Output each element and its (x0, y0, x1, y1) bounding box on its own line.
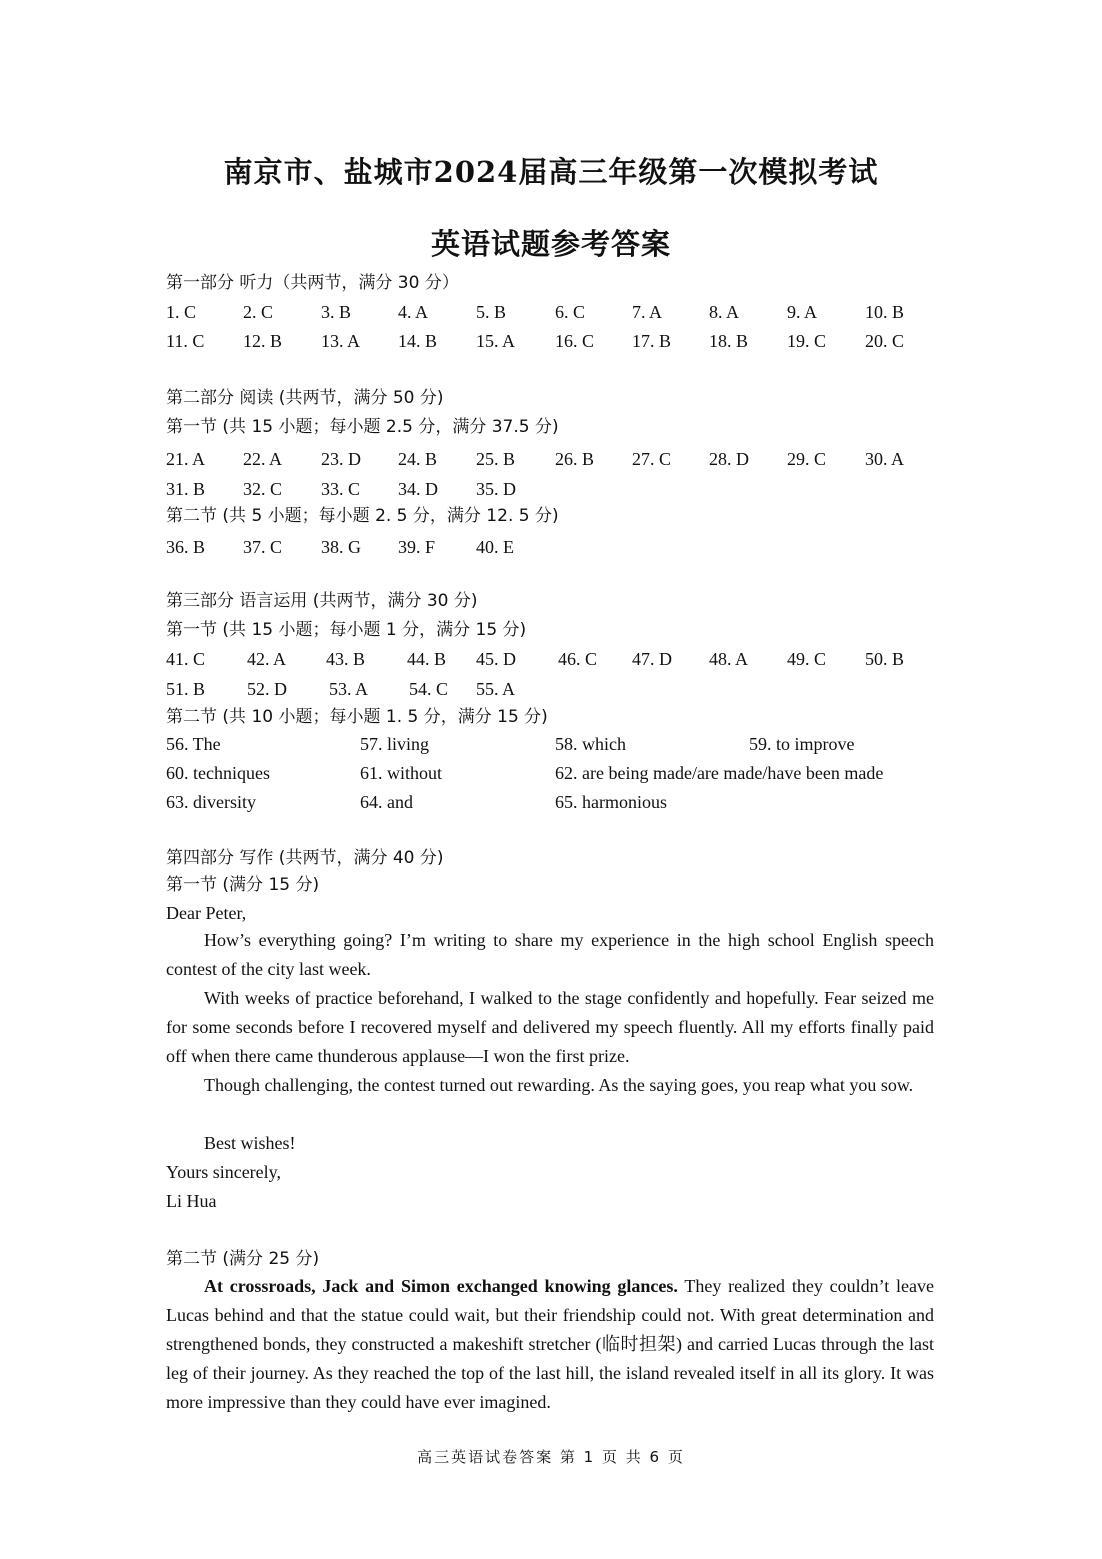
answer: 13. A (321, 331, 361, 351)
part3-section2-heading: 第二节 (共 10 小题；每小题 1. 5 分，满分 15 分) (166, 707, 548, 727)
part1-heading: 第一部分 听力（共两节，满分 30 分） (166, 273, 459, 293)
answer: 15. A (476, 331, 516, 351)
continuation-body: They realized they couldn’t leave Lucas behind and that the statue could wait, but their friendship could not. With great determination and strengthened bonds, they constructed a makeshift stretcher (临时担架) and carried Lucas through the last leg of their journey. As they reached the top of the last hill, the island revealed itself in all its glory. It was more impressive than they could have ever imagined. (166, 1276, 935, 1412)
answer: 7. A (632, 302, 663, 322)
answer: 32. C (243, 479, 283, 499)
letter-greeting: Dear Peter, (166, 903, 247, 923)
answer: 50. B (865, 649, 905, 669)
answer: 24. B (398, 449, 438, 469)
letter-paragraph-3: Though challenging, the contest turned out rewarding. As the saying goes, you reap what you sow. (204, 1075, 914, 1095)
answer: 38. G (321, 537, 361, 557)
part4-section1-heading: 第一节 (满分 15 分) (166, 875, 320, 895)
answer: 48. A (709, 649, 749, 669)
answer: 65. harmonious (555, 792, 667, 812)
answer: 56. The (166, 734, 221, 754)
answer: 46. C (558, 649, 598, 669)
answer: 21. A (166, 449, 206, 469)
answer: 60. techniques (166, 763, 270, 783)
part2-section2-heading: 第二节 (共 5 小题；每小题 2. 5 分，满分 12. 5 分) (166, 506, 559, 526)
continuation-opening-sentence: At crossroads, Jack and Simon exchanged knowing glances. (204, 1276, 678, 1296)
answer: 55. A (476, 679, 516, 699)
answer: 18. B (709, 331, 749, 351)
letter-signature: Li Hua (166, 1191, 217, 1211)
part3-heading: 第三部分 语言运用 (共两节，满分 30 分) (166, 591, 478, 611)
answer: 3. B (321, 302, 352, 322)
answer: 39. F (398, 537, 436, 557)
part3-section1-heading: 第一节 (共 15 小题；每小题 1 分，满分 15 分) (166, 620, 527, 640)
part4-heading: 第四部分 写作 (共两节，满分 40 分) (166, 848, 444, 868)
answer: 57. living (360, 734, 430, 754)
answer: 5. B (476, 302, 507, 322)
letter-paragraph-1: How’s everything going? I’m writing to share my experience in the high school English speech contest of the city last week. (166, 930, 934, 979)
answer: 40. E (476, 537, 514, 557)
answer: 20. C (865, 331, 905, 351)
exam-subtitle: 英语试题参考答案 (430, 227, 671, 261)
page-footer: 高三英语试卷答案 第 1 页 共 6 页 (417, 1448, 685, 1466)
answer: 44. B (407, 649, 447, 669)
answer: 30. A (865, 449, 905, 469)
answer: 34. D (398, 479, 438, 499)
answer: 52. D (247, 679, 287, 699)
answer: 37. C (243, 537, 283, 557)
answer: 25. B (476, 449, 516, 469)
exam-title: 南京市、盐城市2024届高三年级第一次模拟考试 (223, 155, 879, 189)
answer: 35. D (476, 479, 516, 499)
answer: 1. C (166, 302, 197, 322)
answer: 51. B (166, 679, 206, 699)
answer: 9. A (787, 302, 818, 322)
answer: 33. C (321, 479, 361, 499)
answer: 12. B (243, 331, 283, 351)
part4-section2-heading: 第二节 (满分 25 分) (166, 1249, 320, 1269)
answer: 61. without (360, 763, 443, 783)
answer: 28. D (709, 449, 749, 469)
answer: 14. B (398, 331, 438, 351)
answer: 63. diversity (166, 792, 256, 812)
answer: 43. B (326, 649, 366, 669)
answer: 19. C (787, 331, 827, 351)
answer: 4. A (398, 302, 429, 322)
answer: 26. B (555, 449, 595, 469)
answer: 23. D (321, 449, 361, 469)
answer: 41. C (166, 649, 206, 669)
answer: 31. B (166, 479, 206, 499)
letter-paragraph-2: With weeks of practice beforehand, I walked to the stage confidently and hopefully. Fear seized me for some seconds before I recovered myself and delivered my speech fluently. All my efforts finally paid off when there came thunderous applause—I won the first prize. (166, 988, 934, 1066)
answer: 22. A (243, 449, 283, 469)
continuation-paragraph (166, 1272, 934, 1417)
answer: 47. D (632, 649, 672, 669)
answer: 59. to improve (749, 734, 855, 754)
answer: 54. C (409, 679, 449, 699)
letter-wishes: Best wishes! (204, 1133, 296, 1153)
answer: 2. C (243, 302, 274, 322)
part2-heading: 第二部分 阅读 (共两节，满分 50 分) (166, 388, 444, 408)
answer: 36. B (166, 537, 206, 557)
answer: 29. C (787, 449, 827, 469)
answer: 8. A (709, 302, 740, 322)
answer: 58. which (555, 734, 626, 754)
answer: 6. C (555, 302, 586, 322)
answer: 17. B (632, 331, 672, 351)
part2-section1-heading: 第一节 (共 15 小题；每小题 2.5 分，满分 37.5 分) (166, 417, 559, 437)
answer: 45. D (476, 649, 516, 669)
letter-closing: Yours sincerely, (166, 1162, 281, 1182)
answer: 11. C (166, 331, 205, 351)
answer: 62. are being made/are made/have been made (555, 763, 884, 783)
answer: 27. C (632, 449, 672, 469)
answer: 10. B (865, 302, 905, 322)
answer: 16. C (555, 331, 595, 351)
answer: 42. A (247, 649, 287, 669)
answer: 49. C (787, 649, 827, 669)
answer: 53. A (329, 679, 369, 699)
answer: 64. and (360, 792, 413, 812)
